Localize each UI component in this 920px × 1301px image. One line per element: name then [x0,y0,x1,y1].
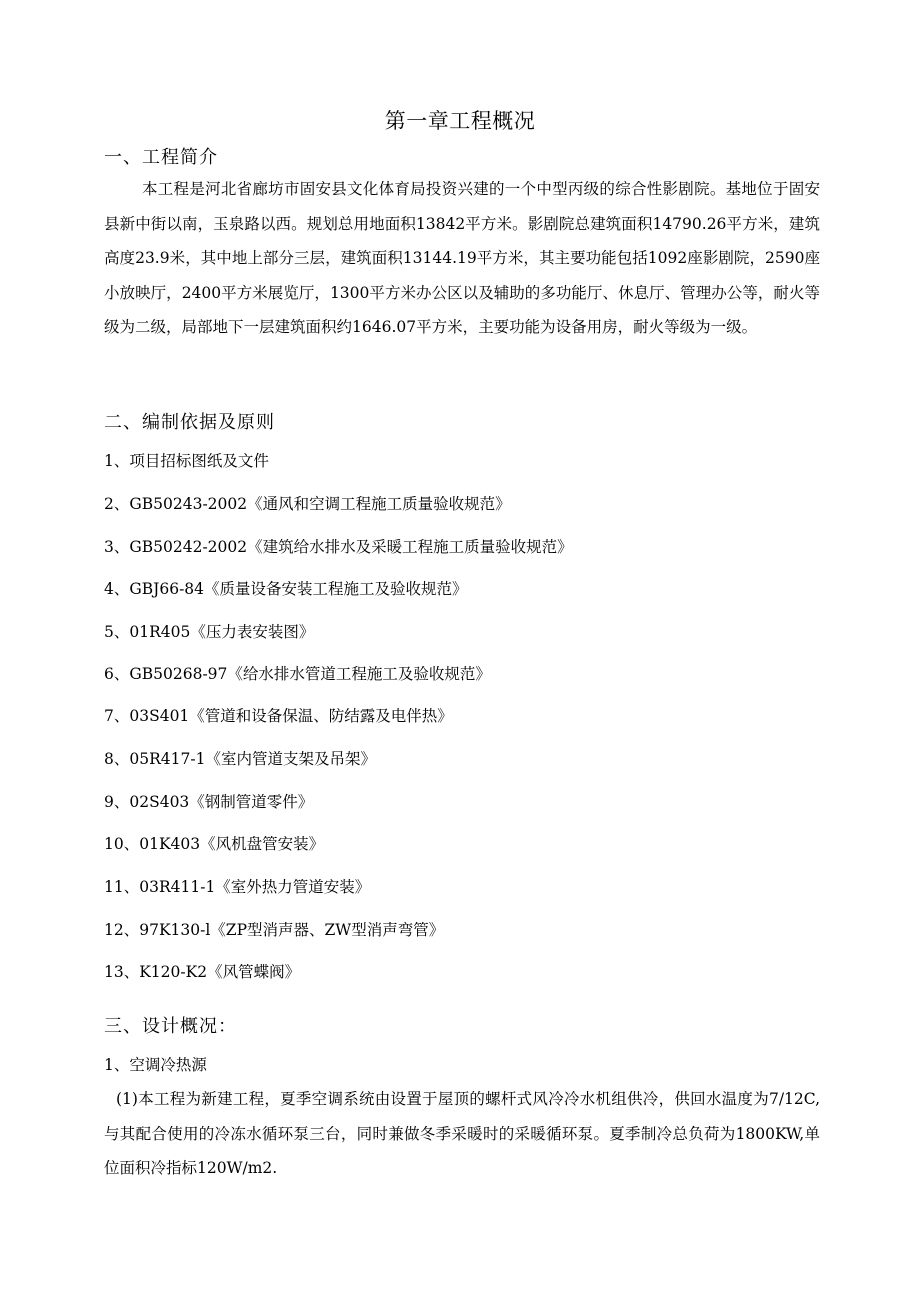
section-heading-basis: 二、编制依据及原则 [104,412,275,433]
basis-item-11: 11、03R411-1《室外热力管道安装》 [104,878,371,896]
basis-item-7: 7、03S401《管道和设备保温、防结露及电伴热》 [104,707,453,725]
basis-item-8: 8、05R417-1《室内管道支架及吊架》 [104,750,376,768]
chapter-title: 第一章工程概况 [384,109,536,133]
basis-item-5: 5、01R405《压力表安装图》 [104,623,315,641]
design-subheading-cooling-heating-source: 1、空调冷热源 [104,1056,207,1074]
basis-item-4: 4、GBJ66-84《质量设备安装工程施工及验收规范》 [104,580,468,598]
basis-item-9: 9、02S403《钢制管道零件》 [104,793,314,811]
design-paragraph: (1)本工程为新建工程，夏季空调系统由设置于屋顶的螺杆式风冷冷水机组供冷，供回水温度为7/12C,与其配合使用的冷冻水循环泵三台，同时兼做冬季采暖时的采暖循环泵。夏季制冷总负荷为1800KW,单位面积冷指标120W/m2. [104,1090,820,1177]
basis-item-3: 3、GB50242-2002《建筑给水排水及采暖工程施工质量验收规范》 [104,538,573,556]
basis-item-10: 10、01K403《风机盘管安装》 [104,835,325,853]
basis-item-13: 13、K120-K2《风管蝶阀》 [104,963,301,981]
section-heading-project-intro: 一、工程简介 [104,147,218,168]
basis-item-6: 6、GB50268-97《给水排水管道工程施工及验收规范》 [104,665,491,683]
design-paragraph-block [104,1082,820,1186]
basis-item-2: 2、GB50243-2002《通风和空调工程施工质量验收规范》 [104,495,511,513]
project-intro-paragraph: 本工程是河北省廊坊市固安县文化体育局投资兴建的一个中型丙级的综合性影剧院。基地位于固安县新中街以南，玉泉路以西。规划总用地面积13842平方米。影剧院总建筑面积14790.26平方米，建筑高度23.9米，其中地上部分三层，建筑面积13144.19平方米，其主要功能包括1092座影剧院，2590座小放映厅，2400平方米展览厅，1300平方米办公区以及辅助的多功能厅、休息厅、管理办公等，耐火等级为二级，局部地下一层建筑面积约1646.07平方米，主要功能为设备用房，耐火等级为一级。 [104,180,820,336]
basis-item-12: 12、97K130-l《ZP型消声器、ZW型消声弯管》 [104,921,445,939]
basis-item-1: 1、项目招标图纸及文件 [104,452,269,470]
section-heading-design-overview: 三、设计概况： [104,1016,237,1037]
project-intro-paragraph-block [104,172,820,345]
